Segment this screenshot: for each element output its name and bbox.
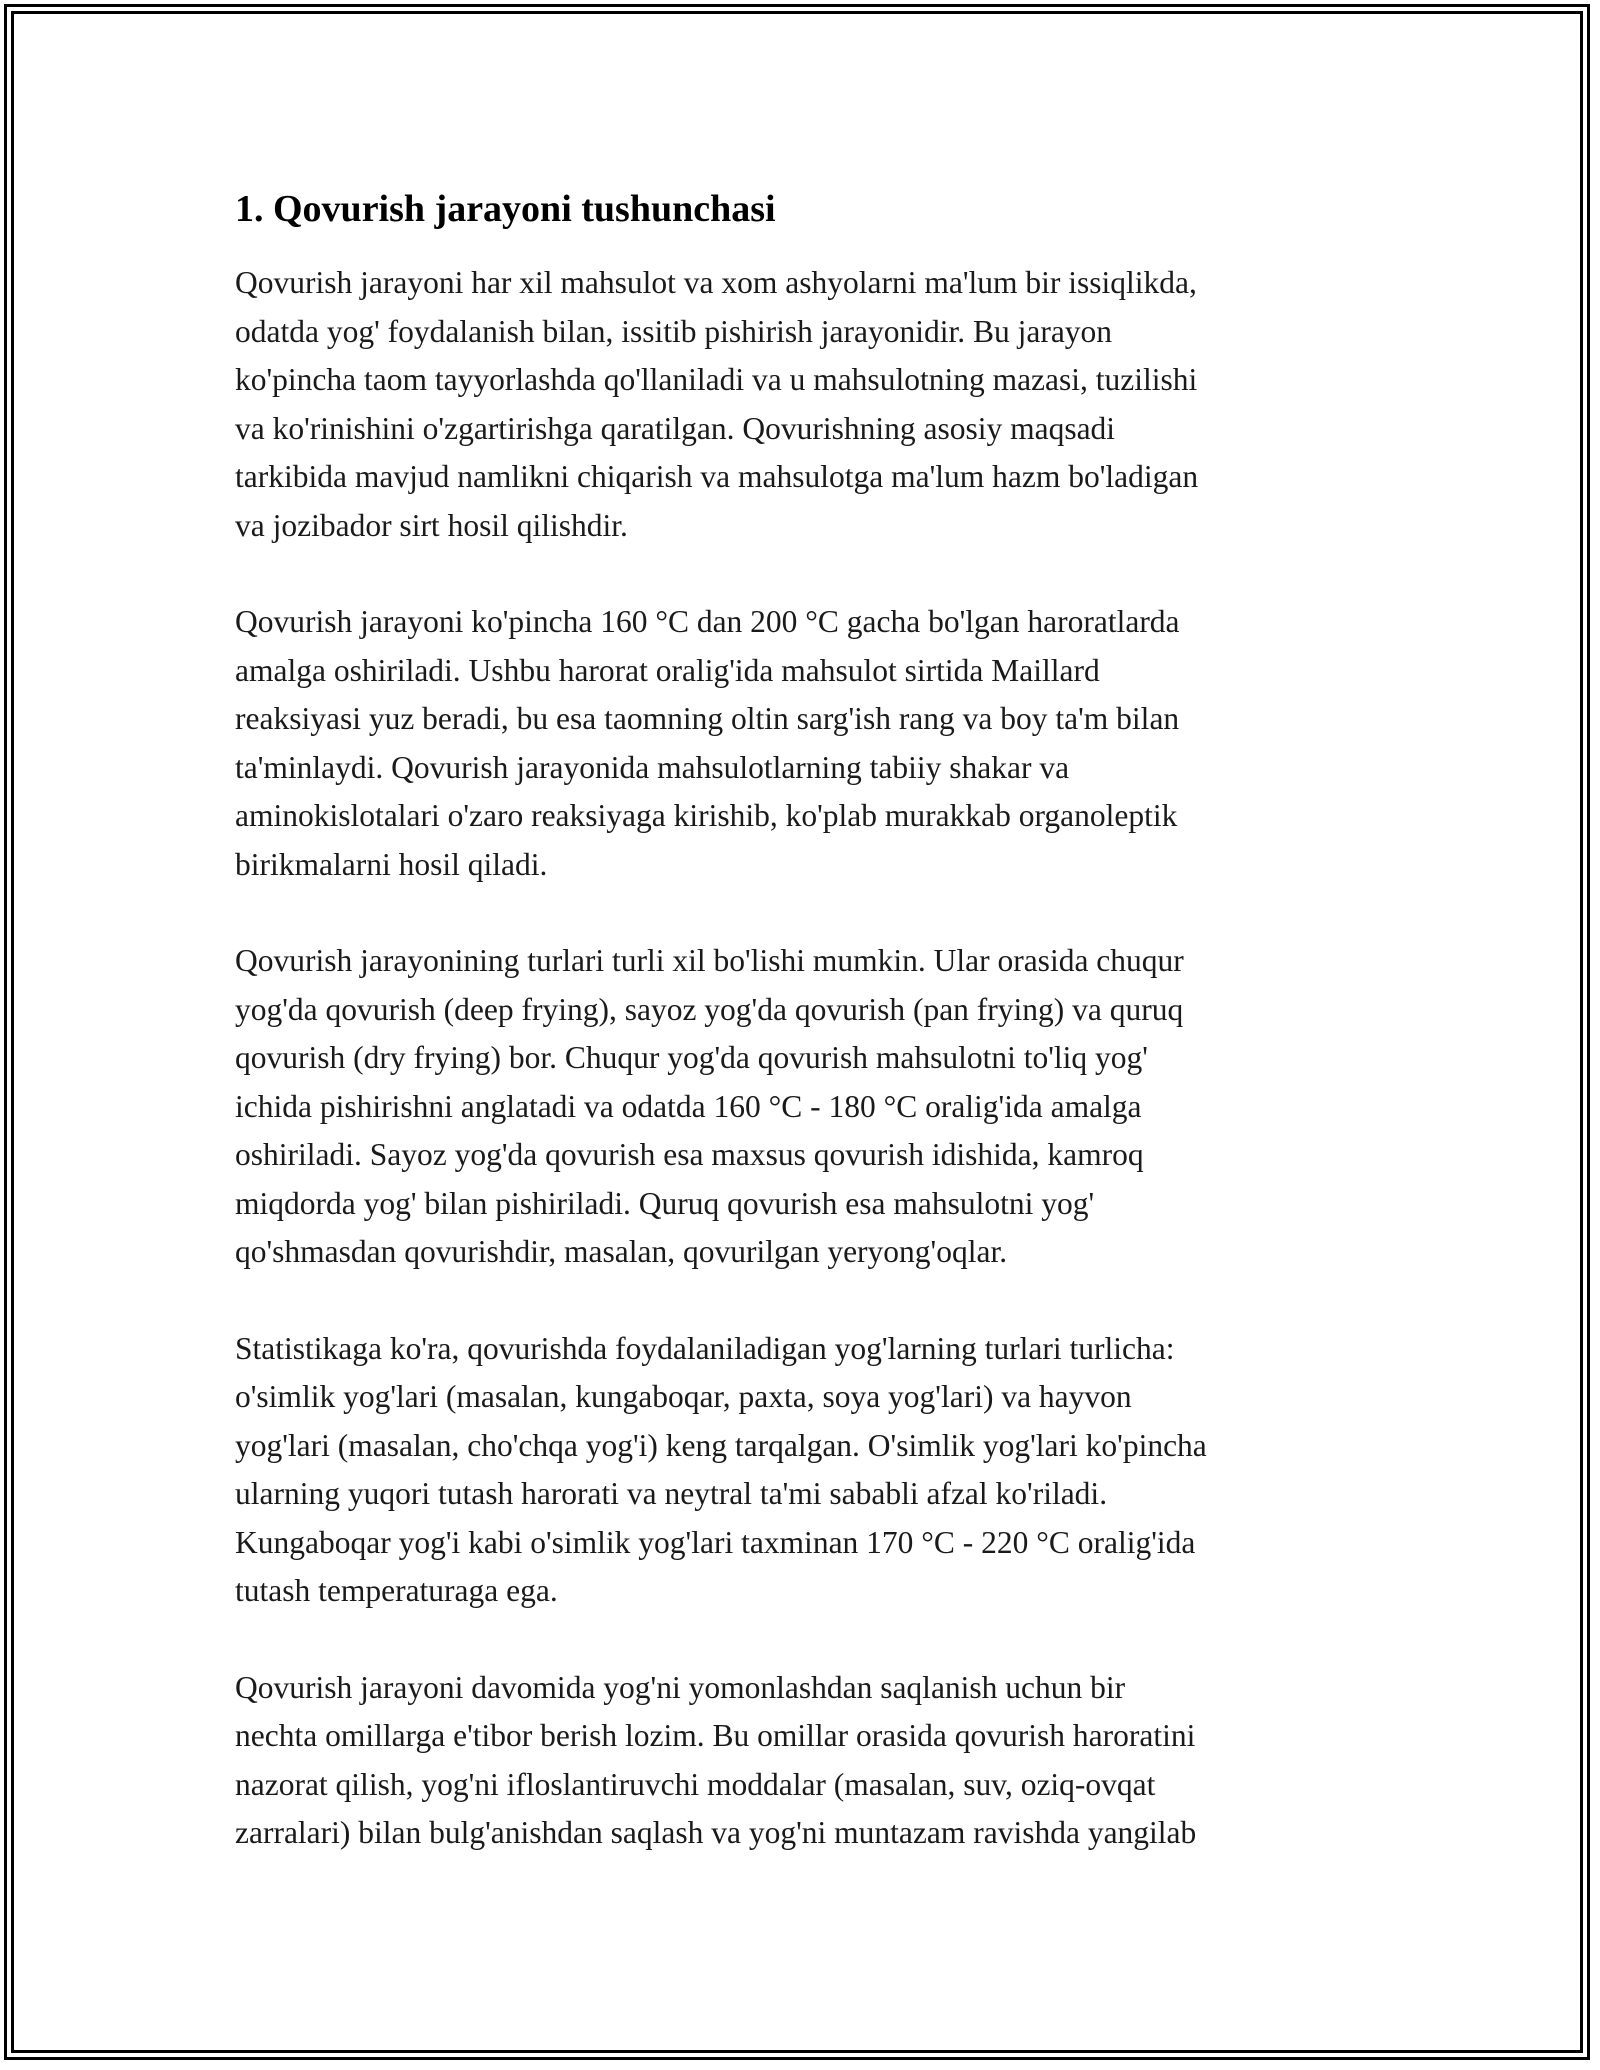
paragraph-line: ichida pishirishni anglatadi va odatda 160 °C - 180 °C oralig'ida amalga — [235, 1088, 1142, 1124]
paragraph-3 — [235, 937, 1385, 1277]
paragraph-line: va ko'rinishini o'zgartirishga qaratilgan. Qovurishning asosiy maqsadi — [235, 410, 1116, 446]
paragraph-line: Qovurish jarayonining turlari turli xil bo'lishi mumkin. Ular orasida chuqur — [235, 943, 1184, 978]
paragraph-line: Qovurish jarayoni davomida yog'ni yomonlashdan saqlanish uchun bir — [235, 1669, 1126, 1705]
paragraph-line: oshiriladi. Sayoz yog'da qovurish esa maxsus qovurish idishida, kamroq — [235, 1137, 1144, 1172]
paragraph-line: birikmalarni hosil qiladi. — [235, 846, 548, 882]
paragraph-line: Statistikaga ko'ra, qovurishda foydalaniladigan yog'larning turlari turlicha: — [235, 1330, 1175, 1366]
paragraph-line: Qovurish jarayoni har xil mahsulot va xom ashyolarni ma'lum bir issiqlikda, — [235, 265, 1197, 300]
paragraph-line: reaksiyasi yuz beradi, bu esa taomning oltin sarg'ish rang va boy ta'm bilan — [235, 701, 1180, 736]
paragraph-line: Kungaboqar yog'i kabi o'simlik yog'lari taxminan 170 °C - 220 °C oralig'ida — [235, 1524, 1196, 1560]
paragraph-line: yog'da qovurish (deep frying), sayoz yog'da qovurish (pan frying) va quruq — [235, 991, 1184, 1027]
document-body — [235, 185, 1385, 1906]
paragraph-1 — [235, 259, 1385, 550]
paragraph-line: miqdorda yog' bilan pishiriladi. Quruq qovurish esa mahsulotni yog' — [235, 1185, 1095, 1221]
paragraph-line: nazorat qilish, yog'ni ifloslantiruvchi moddalar (masalan, suv, oziq-ovqat — [235, 1766, 1156, 1802]
section-heading: 1. Qovurish jarayoni tushunchasi — [235, 188, 776, 230]
paragraph-line: tarkibida mavjud namlikni chiqarish va mahsulotga ma'lum hazm bo'ladigan — [235, 459, 1199, 494]
paragraph-line: tutash temperaturaga ega. — [235, 1573, 558, 1608]
paragraph-2 — [235, 598, 1385, 889]
paragraph-5 — [235, 1664, 1385, 1858]
paragraph-line: amalga oshiriladi. Ushbu harorat oralig'ida mahsulot sirtida Maillard — [235, 652, 1100, 688]
paragraph-line: ko'pincha taom tayyorlashda qo'llaniladi va u mahsulotning mazasi, tuzilishi — [235, 362, 1198, 397]
paragraph-line: nechta omillarga e'tibor berish lozim. Bu omillar orasida qovurish haroratini — [235, 1718, 1196, 1753]
paragraph-line: odatda yog' foydalanish bilan, issitib pishirish jarayonidir. Bu jarayon — [235, 313, 1113, 349]
paragraph-line: aminokislotalari o'zaro reaksiyaga kirishib, ko'plab murakkab organoleptik — [235, 798, 1178, 833]
paragraph-4 — [235, 1325, 1385, 1616]
paragraph-line: yog'lari (masalan, cho'chqa yog'i) keng tarqalgan. O'simlik yog'lari ko'pincha — [235, 1427, 1207, 1463]
paragraph-line: zarralari) bilan bulg'anishdan saqlash va yog'ni muntazam ravishda yangilab — [235, 1815, 1197, 1850]
paragraph-line: qo'shmasdan qovurishdir, masalan, qovurilgan yeryong'oqlar. — [235, 1234, 1008, 1269]
paragraph-line: ularning yuqori tutash harorati va neytral ta'mi sababli afzal ko'riladi. — [235, 1476, 1108, 1511]
paragraph-line: o'simlik yog'lari (masalan, kungaboqar, paxta, soya yog'lari) va hayvon — [235, 1379, 1132, 1414]
paragraph-line: ta'minlaydi. Qovurish jarayonida mahsulotlarning tabiiy shakar va — [235, 749, 1070, 785]
paragraph-line: Qovurish jarayoni ko'pincha 160 °C dan 200 °C gacha bo'lgan haroratlarda — [235, 604, 1180, 639]
paragraph-line: va jozibador sirt hosil qilishdir. — [235, 507, 628, 543]
paragraph-line: qovurish (dry frying) bor. Chuqur yog'da qovurish mahsulotni to'liq yog' — [235, 1040, 1148, 1075]
